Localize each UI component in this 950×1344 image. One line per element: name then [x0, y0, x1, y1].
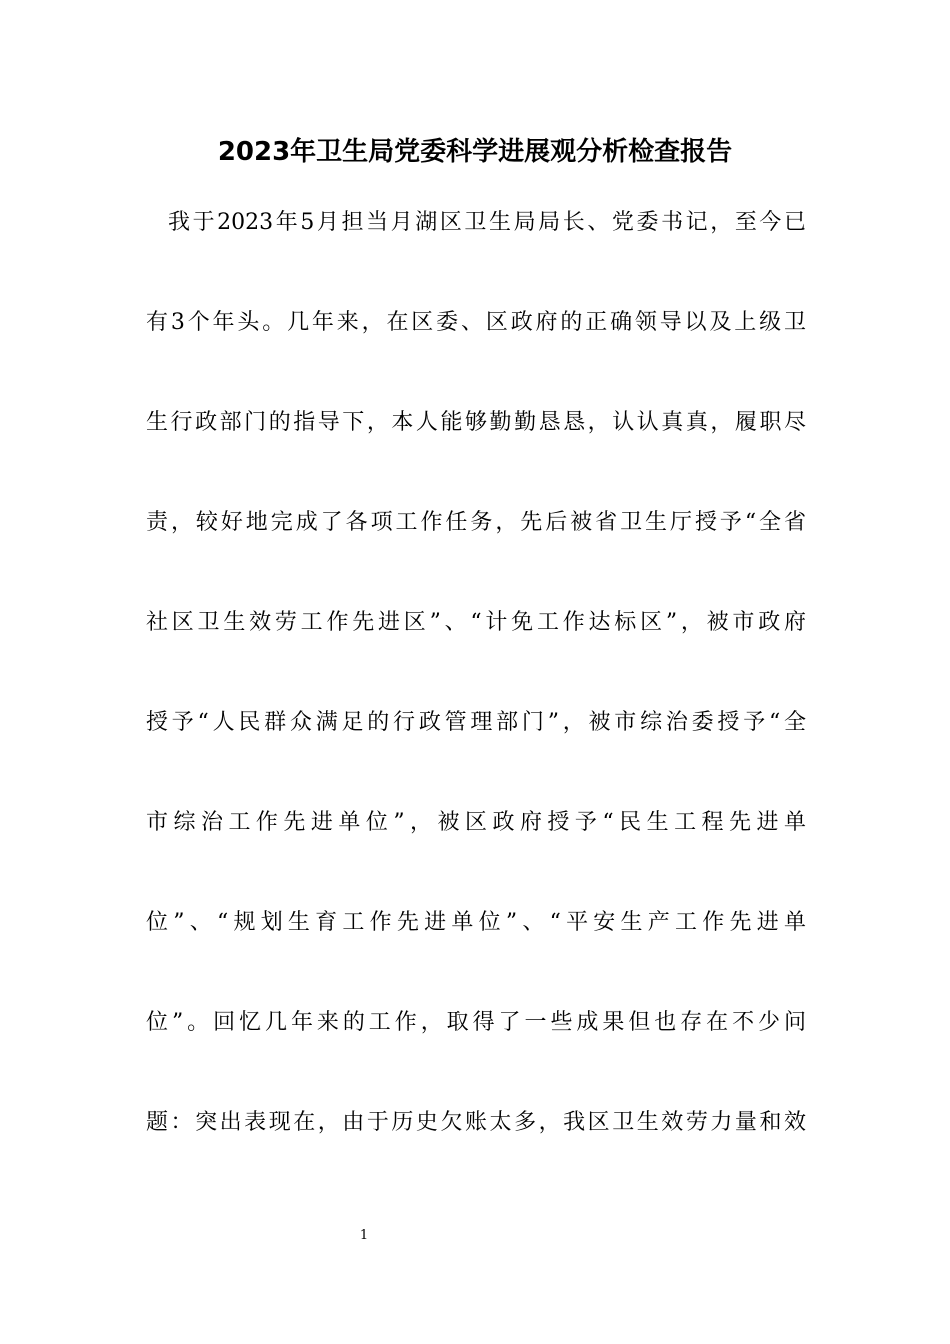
- page-number: 1: [359, 1228, 369, 1243]
- body-line: 位”、“规划生育工作先进单位”、“平安生产工作先进单: [146, 910, 806, 935]
- body-line: 题：突出表现在，由于历史欠账太多，我区卫生效劳力量和效: [146, 1110, 806, 1135]
- body-line: 我于2023年5月担当月湖区卫生局局长、党委书记，至今已: [168, 210, 806, 235]
- body-line: 位”。回忆几年来的工作，取得了一些成果但也存在不少问: [146, 1010, 806, 1035]
- body-line: 社区卫生效劳工作先进区”、“计免工作达标区”，被市政府: [146, 610, 806, 635]
- body-line: 有3个年头。几年来，在区委、区政府的正确领导以及上级卫: [146, 310, 806, 335]
- body-line: 生行政部门的指导下，本人能够勤勤恳恳，认认真真，履职尽: [146, 410, 806, 435]
- body-line: 市综治工作先进单位”，被区政府授予“民生工程先进单: [146, 810, 806, 835]
- document-body: [146, 201, 806, 1201]
- document-title: 2023年卫生局党委科学进展观分析检查报告: [217, 137, 733, 167]
- body-line: 责，较好地完成了各项工作任务，先后被省卫生厅授予“全省: [146, 510, 806, 535]
- body-line: 授予“人民群众满足的行政管理部门”，被市综治委授予“全: [146, 710, 806, 735]
